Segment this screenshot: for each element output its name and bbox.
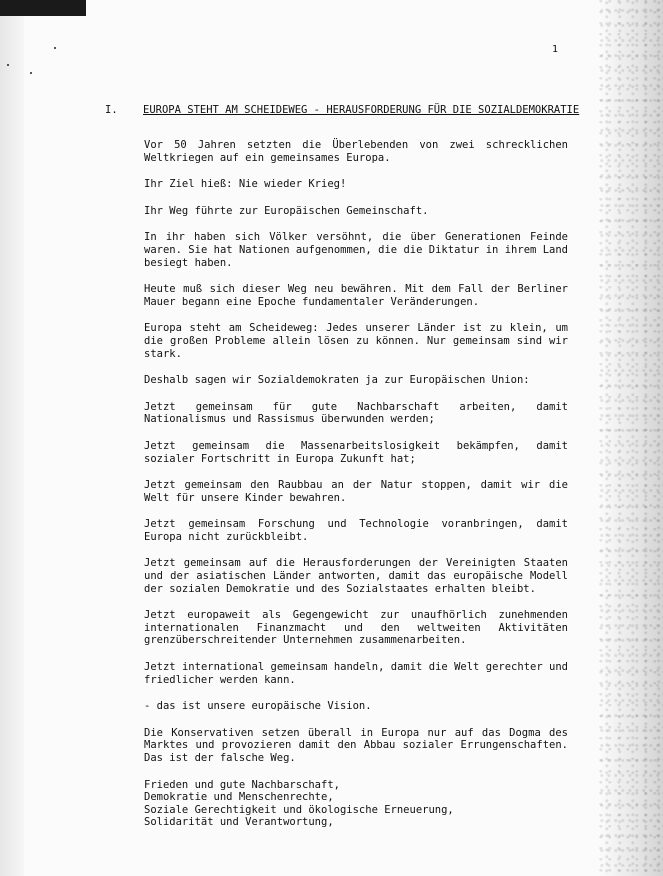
values-list-item: Frieden und gute Nachbarschaft, <box>144 778 340 791</box>
scan-speck <box>54 47 56 49</box>
page-number: 1 <box>552 44 559 55</box>
section-heading <box>105 104 579 116</box>
values-list-item: Solidarität und Verantwortung, <box>144 816 334 829</box>
paragraph: Jetzt gemeinsam für gute Nachbarschaft arbeiten, damit Nationalismus und Rassismus überwunden werden; <box>144 400 568 426</box>
scan-right-noise <box>599 0 663 876</box>
paragraph: Heute muß sich dieser Weg neu bewähren. Mit dem Fall der Berliner Mauer begann eine Epoche fundamentaler Veränderungen. <box>144 283 568 308</box>
paragraph: Jetzt gemeinsam Forschung und Technologie voranbringen, damit Europa nicht zurückbleibt. <box>144 518 568 543</box>
paragraph: Jetzt gemeinsam auf die Herausforderungen der Vereinigten Staaten und der asiatischen Länder antworten, damit das europäische Modell der sozialen Demokratie und des Sozialstaates erhalten bleibt. <box>144 557 568 595</box>
paragraph: Jetzt international gemeinsam handeln, damit die Welt gerechter und friedlicher werden kann. <box>144 661 568 686</box>
section-title: EUROPA STEHT AM SCHEIDEWEG - HERAUSFORDERUNG FÜR DIE SOZIALDEMOKRATIE <box>143 104 580 116</box>
paragraph: Jetzt gemeinsam den Raubbau an der Natur stoppen, damit wir die Welt für unsere Kinder bewahren. <box>144 479 568 504</box>
paragraph: Jetzt gemeinsam die Massenarbeitslosigkeit bekämpfen, damit sozialer Fortschritt in Europa Zukunft hat; <box>144 439 568 465</box>
paragraph: Ihr Weg führte zur Europäischen Gemeinschaft. <box>144 204 429 217</box>
paragraph: Ihr Ziel hieß: Nie wieder Krieg! <box>144 178 347 191</box>
paragraph: Jetzt europaweit als Gegengewicht zur unaufhörlich zunehmenden internationalen Finanzmacht und den weltweiten Aktivitäten grenzüberschreitender Unternehmen zusammenarbeiten. <box>144 609 568 647</box>
values-list <box>144 779 568 829</box>
paragraph: Vor 50 Jahren setzten die Überlebenden von zwei schrecklichen Weltkriegen auf ein gemeinsames Europa. <box>144 139 568 164</box>
scan-left-shadow <box>0 0 24 876</box>
paragraph: - das ist unsere europäische Vision. <box>144 700 372 713</box>
paragraph: Deshalb sagen wir Sozialdemokraten ja zur Europäischen Union: <box>144 374 530 387</box>
paragraph: In ihr haben sich Völker versöhnt, die über Generationen Feinde waren. Sie hat Nationen aufgenommen, die die Diktatur in ihrem Land besiegt haben. <box>144 231 568 269</box>
section-number: I. <box>105 104 118 116</box>
values-list-item: Soziale Gerechtigkeit und ökologische Erneuerung, <box>144 803 454 816</box>
paragraph: Die Konservativen setzen überall in Europa nur auf das Dogma des Marktes und provozieren damit den Abbau sozialer Errungenschaften. Das ist der falsche Weg. <box>144 726 568 764</box>
values-list-item: Demokratie und Menschenrechte, <box>144 791 334 804</box>
paragraph: Europa steht am Scheideweg: Jedes unserer Länder ist zu klein, um die großen Probleme allein lösen zu können. Nur gemeinsam sind wir stark. <box>144 322 568 360</box>
scan-top-edge <box>0 0 86 16</box>
scan-speck <box>30 72 32 74</box>
scan-speck <box>7 64 9 66</box>
document-body <box>144 139 568 843</box>
